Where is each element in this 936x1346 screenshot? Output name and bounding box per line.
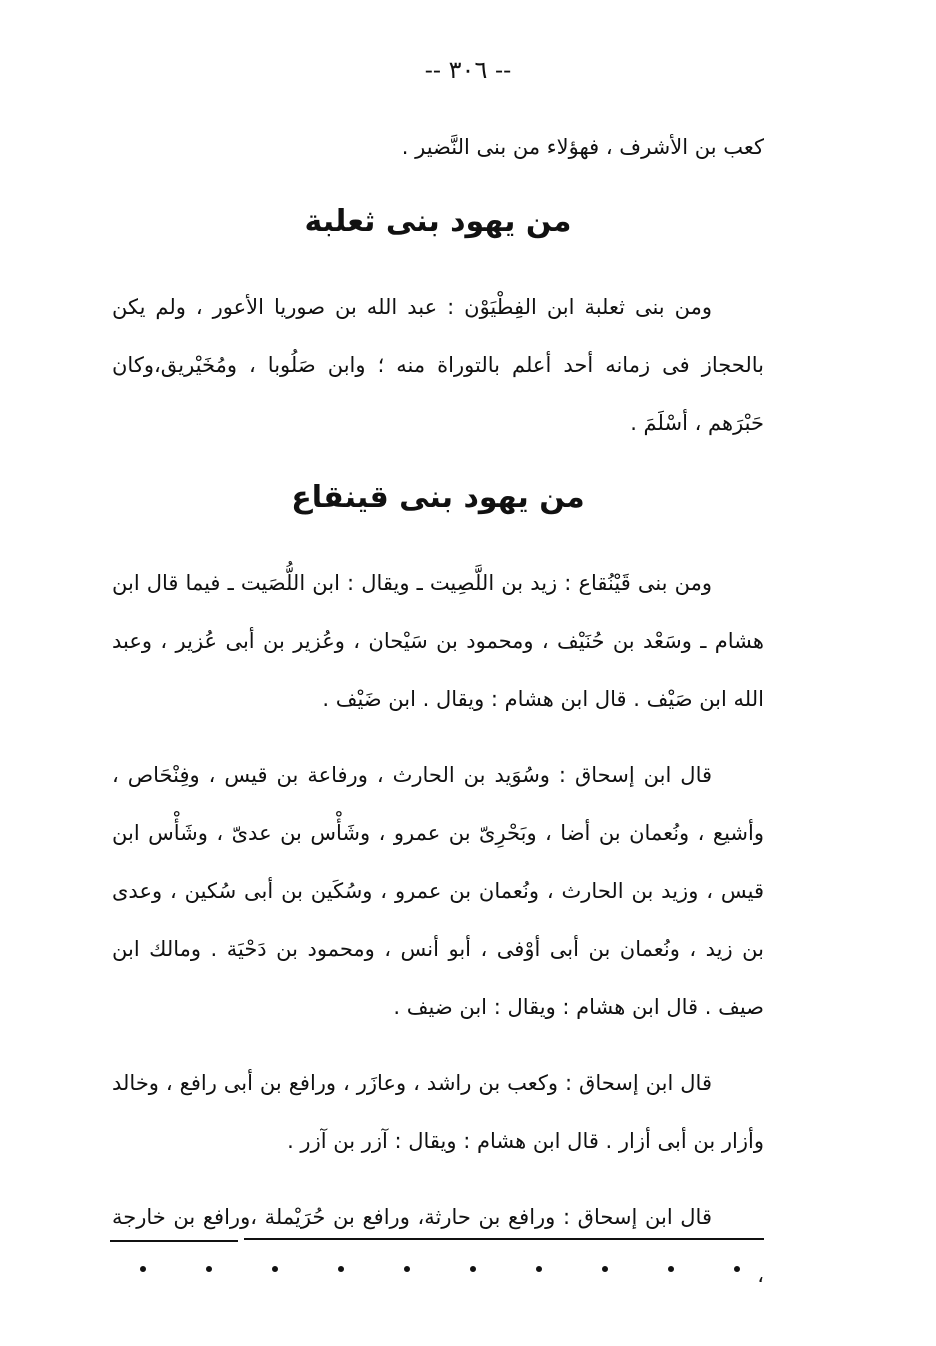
paragraph-thaalaba: ومن بنى ثعلبة ابن الفِطْيَوْن : عبد الله بن صوريا الأعور ، ولم يكن بالحجاز فى زمانه أحد أعلم بالتوراة منه ؛ وابن صَلُوبا ، ومُخَيْريق،وكان حَبْرَهم ، أسْلَمَ .: [112, 295, 764, 435]
footer-dot: [668, 1266, 674, 1272]
footer-dot: [470, 1266, 476, 1272]
paragraph-qaynuqa-2: قال ابن إسحاق : وسُوَيد بن الحارث ، ورفاعة بن قيس ، وفِنْحَاص ، وأشيع ، ونُعمان بن أضا ، وبَحْرِىّ بن عمرو ، وشَأْس بن عدىّ ، وشَأْس ابن قيس ، وزيد بن الحارث ، ونُعمان بن عمرو ، وسُكَين بن أبى سُكين ، وعدى بن زيد ، ونُعمان بن أبى أوْفى ، أبو أنس ، ومحمود بن دَحْيَة . ومالك ابن صيف . قال ابن هشام : ويقال : ابن ضيف .: [112, 763, 764, 1019]
footer-dot: [734, 1266, 740, 1272]
paragraph-qaynuqa-1: ومن بنى قَيْنُقاع : زيد بن اللَّصِيت ـ ويقال : ابن اللُّصَيت ـ فيما قال ابن هشام ـ وسَعْد بن حُنَيْف ، ومحمود بن سَيْحان ، وعُزير بن أبى عُزير ، وعبد الله ابن صَيْف . قال ابن هشام : ويقال . ابن ضَيْف .: [112, 571, 764, 711]
intro-line: كعب بن الأشرف ، فهؤلاء من بنى النَّضير .: [401, 135, 764, 159]
separator-rule-long: [244, 1238, 764, 1240]
footer-dot: [338, 1266, 344, 1272]
paragraph-qaynuqa-3: قال ابن إسحاق : وكعب بن راشد ، وعازَر ، ورافع بن أبى رافع ، وخالد وأزار بن أبى أزار . قال ابن هشام : ويقال : آزر بن آزر .: [112, 1071, 764, 1153]
footer-dot: [536, 1266, 542, 1272]
footer-dots: [140, 1262, 740, 1276]
footer-dot: [206, 1266, 212, 1272]
separator-rule-short: [110, 1240, 238, 1242]
page-body: [112, 118, 764, 1322]
footer-dot: [140, 1266, 146, 1272]
footer-dot: [272, 1266, 278, 1272]
footnote-separator: [110, 1238, 764, 1242]
footer-dot: [404, 1266, 410, 1272]
paragraph-qaynuqa-4: قال ابن إسحاق : ورافع بن حارثة، ورافع بن حُرَيْملة ،ورافع بن خارجة ،: [112, 1205, 764, 1287]
section-heading-thaalaba: من يهود بنى ثعلبة: [304, 204, 572, 239]
section-heading-qaynuqa: من يهود بنى قينقاع: [291, 480, 585, 515]
footer-dot: [602, 1266, 608, 1272]
page-number: -- ٣٠٦ --: [424, 56, 512, 84]
